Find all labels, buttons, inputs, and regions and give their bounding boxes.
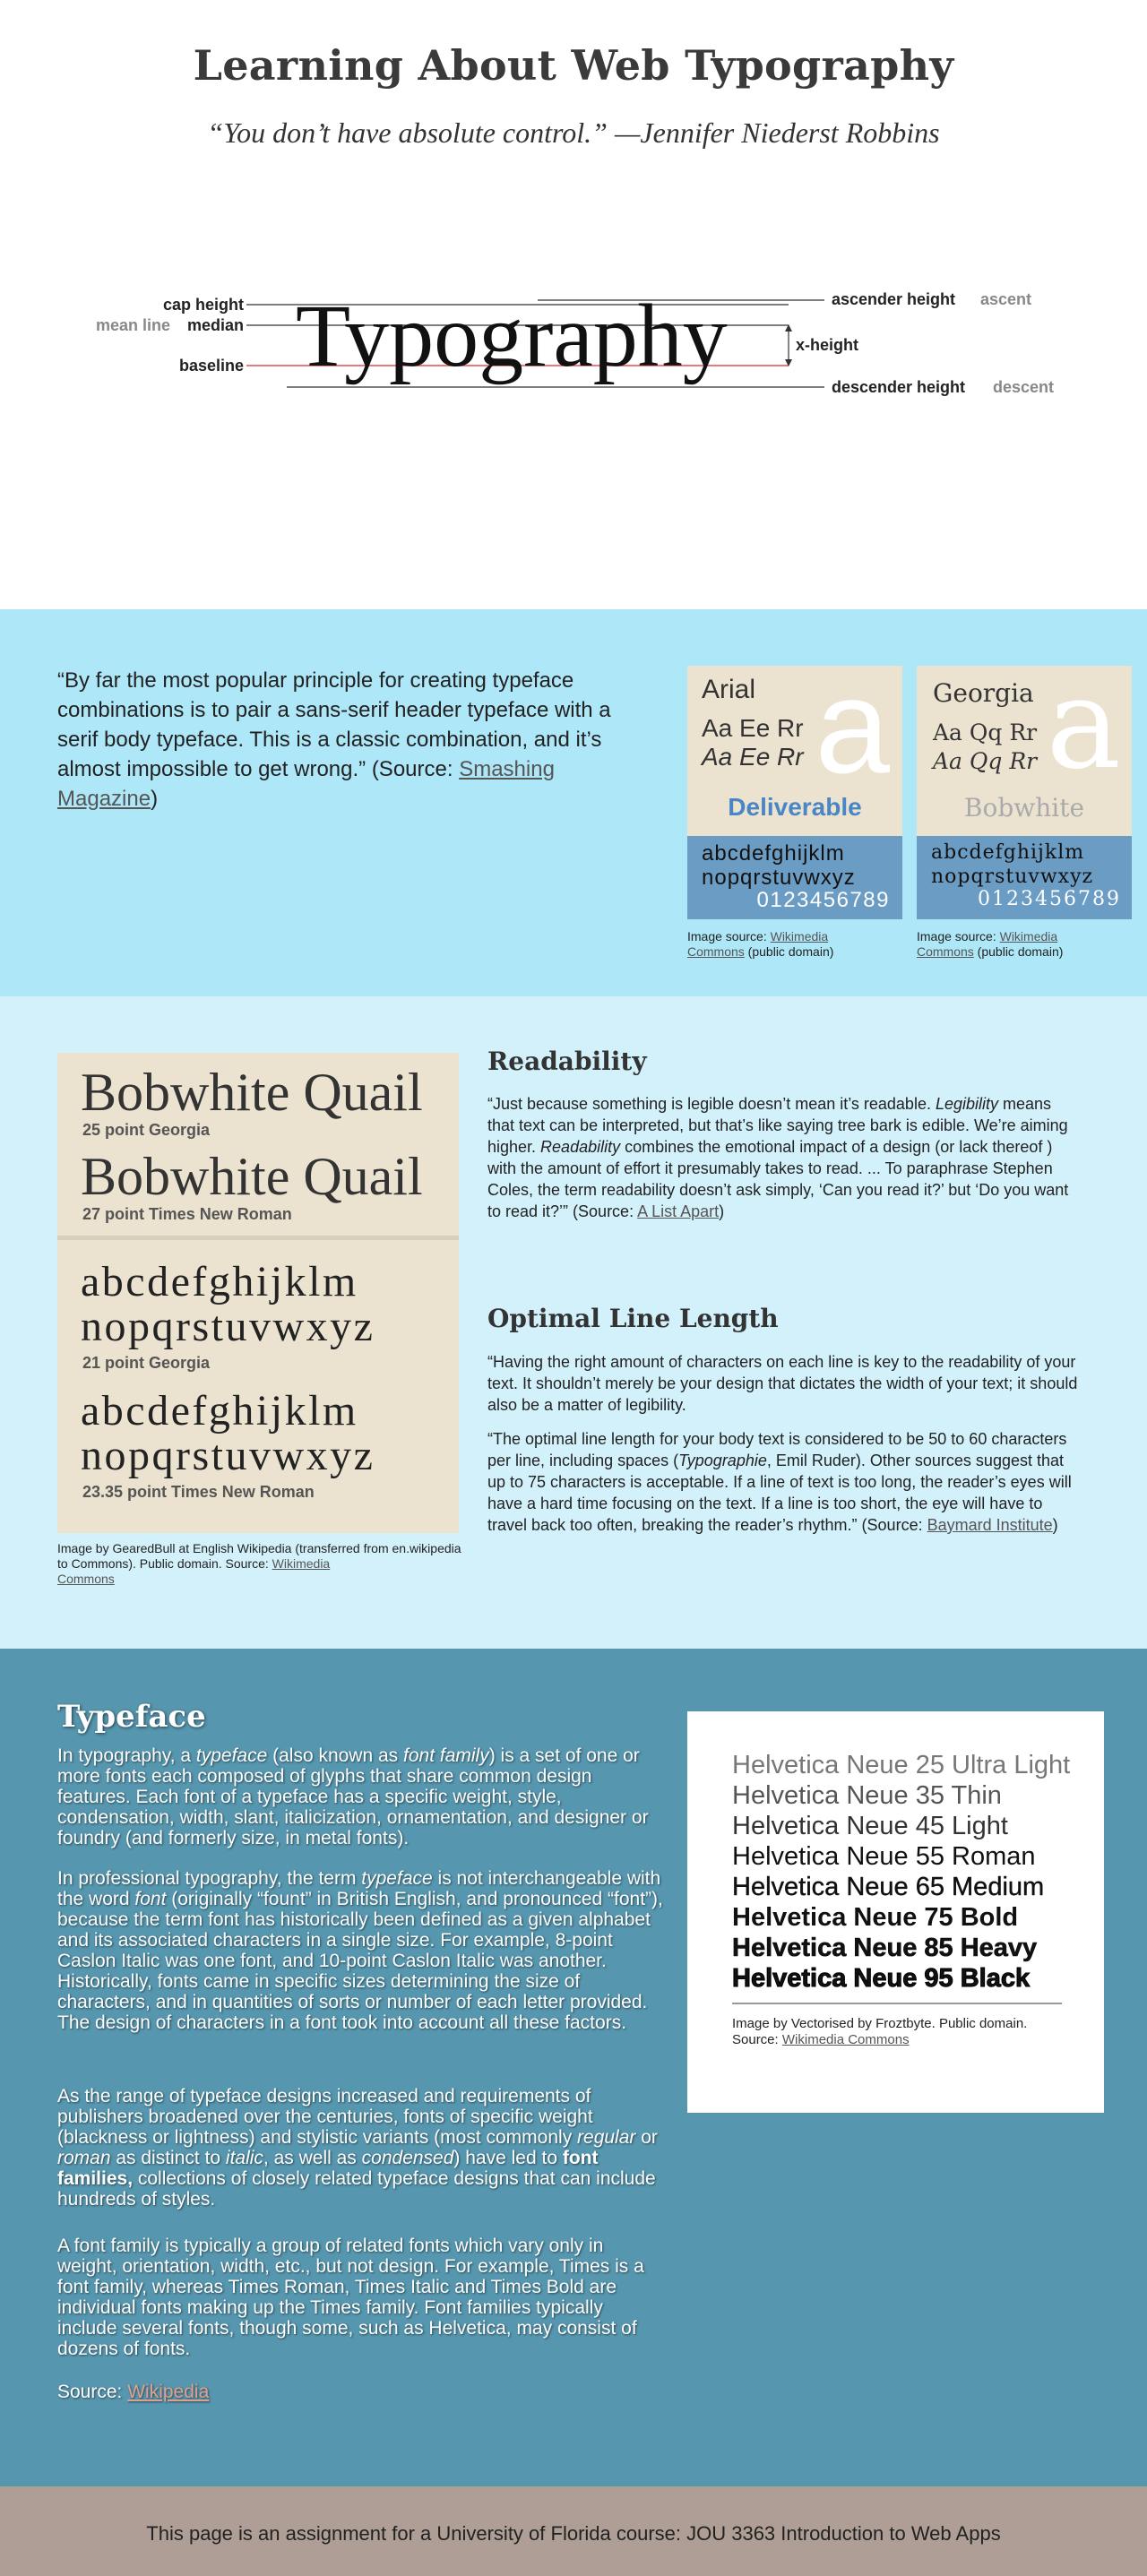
tp1-a: In typography, a	[57, 1745, 196, 1766]
hero-section	[0, 0, 1147, 609]
tp1-typeface: typeface	[195, 1745, 268, 1766]
rp-legibility: Legibility	[935, 1095, 999, 1113]
tp3-italic: italic	[225, 2148, 263, 2168]
helvetica-sample-85: Helvetica Neue 85 Heavy	[732, 1934, 1038, 1962]
georgia-sample-top	[917, 666, 1132, 836]
arial-big-letter: a	[815, 666, 890, 801]
llp-c: , Emil Ruder). Other sources suggest that up to 75 characters is acceptable. If a line of text is too long, the reader’s eyes will have a hard time focusing on the text. If a line is too short, the eye will have to travel back too often, breaking the reader’s rhythm.” (Source:	[487, 1452, 1072, 1534]
bobwhite-quail-image	[57, 1053, 459, 1533]
page-title: Learning About Web Typography	[193, 41, 954, 90]
llp-end: )	[1052, 1516, 1058, 1534]
quail-label-georgia: 25 point Georgia	[82, 1121, 211, 1139]
label-descender-height: descender height	[832, 378, 966, 396]
helvetica-image-credit	[732, 2016, 1073, 2048]
tp3-i: ) have led to	[453, 2148, 563, 2168]
quail-sample-georgia: Bobwhite Quail	[81, 1063, 423, 1122]
wikipedia-link[interactable]: Wikipedia	[127, 2382, 210, 2402]
georgia-alphabet-1: abcdefghijklm	[931, 841, 1085, 864]
tp3-font-families: font families,	[57, 2148, 599, 2189]
georgia-big-letter: a	[1046, 666, 1121, 797]
arial-sample-line-1: Aa Ee Rr	[702, 714, 804, 742]
arial-alphabet-2: nopqrstuvwxyz	[702, 866, 856, 890]
readability-heading: Readability	[487, 1047, 647, 1076]
tp1-e: ) is a set of one or more fonts each composed of glyphs that share common design features. Each font of a typeface has a specific weight, style, condensation, width, slant, italicization, ornamentation, and designer or foundry (and formerly size, in metal fonts).	[57, 1745, 649, 1848]
rp-5: combines the emotional impact of a design (or lack thereof ) with the amount of effort it presumably takes to read. ... To paraphrase Stephen Coles, the term readability doesn’t ask simply, ‘Can you read it?’ but ‘Do you want to read it?’” (Source:	[487, 1138, 1069, 1220]
georgia-name: Georgia	[933, 678, 1034, 708]
rp-end: )	[719, 1202, 725, 1220]
label-baseline: baseline	[178, 357, 244, 375]
alphabet-georgia-2: nopqrstuvwxyz	[81, 1303, 375, 1350]
rp-readability: Readability	[540, 1138, 621, 1156]
rp-3: means that text can be interpreted, but that’s like saying tree bark is edible. We’re aiming higher.	[487, 1095, 1068, 1156]
tp2-typeface: typeface	[361, 1868, 433, 1889]
georgia-alphabet-2: nopqrstuvwxyz	[931, 866, 1094, 888]
tp3-regular: regular	[577, 2127, 636, 2148]
credit-link-part-b: Commons	[917, 944, 974, 959]
wikimedia-commons-link[interactable]: Wikimedia Commons	[781, 2032, 910, 2047]
quote-end: )	[151, 787, 159, 811]
georgia-sample-image	[917, 666, 1132, 919]
quail-label-times: 27 point Times New Roman	[82, 1205, 292, 1223]
helv-credit-text: Image by Vectorised by Froztbyte. Public domain. Source:	[732, 2016, 1028, 2047]
alphabet-times-2: nopqrstuvwxyz	[81, 1432, 375, 1479]
line-length-heading: Optimal Line Length	[487, 1304, 779, 1333]
helvetica-divider	[732, 2003, 1062, 2004]
typeface-section	[0, 1649, 1147, 2486]
rp-1: “Just because something is legible doesn’t mean it’s readable.	[487, 1095, 936, 1113]
typeface-paragraph-4: A font family is typically a group of related fonts which vary only in weight, orientation, width, etc., but not design. For example, Times is a font family, whereas Times Roman, Times Italic and Times Bold are individual fonts making up the Times family. Font families typically include several fonts, though some, such as Helvetica, may consist of dozens of fonts.	[57, 2236, 644, 2359]
quail-image-credit	[57, 1541, 470, 1587]
arial-sample-word: Deliverable	[728, 793, 862, 821]
credit-link-part-a: Wikimedia	[999, 929, 1058, 943]
helvetica-sample-95: Helvetica Neue 95 Black	[732, 1964, 1031, 1993]
georgia-sample-word: Bobwhite	[963, 793, 1085, 823]
georgia-sample-line-1: Aa Qq Rr	[933, 719, 1038, 745]
page-footer	[0, 2486, 1147, 2576]
tp2-e: (originally “fount” in British English, and pronounced “font”), because the term font has historically been defined as a given alphabet and its associated characters in a single size. For example, 8-point Caslon Italic was one font, and 10-point Caslon Italic was another. Historically, fonts came in specific sizes determining the size of characters, and in quantities of sorts or number of each letter provided. The design of characters in a font took into account all these factors.	[57, 1889, 663, 2033]
label-ascent: ascent	[980, 290, 1032, 308]
credit-prefix: Image source:	[917, 929, 1000, 943]
alphabet-times-1: abcdefghijklm	[81, 1387, 358, 1434]
baymard-institute-link[interactable]: Baymard Institute	[927, 1516, 1053, 1534]
credit-link-part-b: Commons	[687, 944, 745, 959]
quail-sample-times: Bobwhite Quail	[81, 1147, 423, 1206]
smashing-magazine-link[interactable]: Smashing Magazine	[57, 757, 555, 811]
tp3-a: As the range of typeface designs increased and requirements of publishers broadened over the centuries, fonts of specific weight (blackness or lightness) and stylistic variants (most commonly	[57, 2086, 593, 2148]
typeface-paragraph-3	[57, 2086, 667, 2210]
llp-a: “The optimal line length for your body text is considered to be 50 to 60 characters per line, including spaces (	[487, 1430, 1067, 1469]
arial-sample-line-2: Aa Ee Rr	[702, 743, 804, 771]
helvetica-sample-25: Helvetica Neue 25 Ultra Light	[732, 1751, 1071, 1779]
credit-suffix: (public domain)	[973, 944, 1064, 959]
georgia-digits: 0123456789	[978, 888, 1121, 910]
line-length-paragraph-1: “Having the right amount of characters on each line is key to the readability of your text. It shouldn’t merely be your design that dictates the width of your text; it should also be a matter of legibility.	[487, 1353, 1078, 1414]
label-median: median	[186, 316, 244, 334]
image-divider	[57, 1236, 459, 1240]
tp1-c: (also known as	[267, 1745, 404, 1766]
helvetica-sample-75: Helvetica Neue 75 Bold	[732, 1903, 1019, 1932]
footer-text: This page is an assignment for a University of Florida course: JOU 3363 Introduction to Web Apps	[146, 2522, 1001, 2545]
georgia-sample-bottom	[917, 836, 1132, 919]
typeface-paragraph-2	[57, 1868, 667, 2033]
combination-quote	[57, 666, 649, 814]
typeface-heading: Typeface	[57, 1699, 206, 1735]
label-descent: descent	[993, 378, 1055, 396]
quail-credit-text: Image by GearedBull at English Wikipedia (transferred from en.wikipedia to Commons). Public domain. Source:	[57, 1541, 461, 1571]
typeface-paragraph-1	[57, 1745, 667, 1848]
source-label: Source:	[57, 2382, 128, 2402]
credit-suffix: (public domain)	[744, 944, 834, 959]
typeface-source	[57, 2382, 667, 2402]
a-list-apart-link[interactable]: A List Apart	[637, 1202, 720, 1220]
quote-text: “By far the most popular principle for creating typeface combinations is to pair a sans-serif header typeface with a serif body typeface. This is a classic combination, and it’s almost impossible to get wrong.” (Source:	[57, 668, 611, 781]
tp2-c: is not interchangeable with the word	[57, 1868, 661, 1909]
alphabet-label-times: 23.35 point Times New Roman	[82, 1483, 315, 1501]
helvetica-sample-65: Helvetica Neue 65 Medium	[732, 1873, 1045, 1901]
diagram-word: Typography	[296, 286, 728, 385]
typeface-combination-section	[0, 609, 1147, 996]
tp3-condensed: condensed	[361, 2148, 454, 2168]
georgia-sample-line-2: Aa Qq Rr	[933, 748, 1038, 774]
credit-link-part-a: Wikimedia	[770, 929, 829, 943]
line-length-paragraph-2	[487, 1428, 1079, 1536]
credit-link-part-a: Wikimedia	[272, 1556, 331, 1571]
typography-anatomy-diagram	[0, 251, 1147, 430]
tp2-a: In professional typography, the term	[57, 1868, 362, 1889]
tp1-font-family: font family	[403, 1745, 489, 1766]
georgia-image-credit	[917, 929, 1123, 960]
label-ascender-height: ascender height	[832, 290, 956, 308]
llp-typographie: Typographie	[678, 1452, 767, 1469]
arial-digits: 0123456789	[756, 888, 890, 912]
alphabet-label-georgia: 21 point Georgia	[82, 1354, 211, 1372]
arial-image-credit	[687, 929, 893, 960]
tp3-c: or	[635, 2127, 658, 2148]
tp3-k: collections of closely related typeface designs that can include hundreds of styles.	[57, 2168, 656, 2210]
helvetica-sample-45: Helvetica Neue 45 Light	[732, 1812, 1008, 1840]
arial-sample-bottom	[687, 836, 902, 919]
tp2-font: font	[134, 1889, 167, 1909]
tp3-roman: roman	[57, 2148, 111, 2168]
readability-paragraph	[487, 1093, 1079, 1222]
label-cap-height: cap height	[162, 296, 244, 314]
arial-sample-image	[687, 666, 902, 919]
credit-prefix: Image source:	[687, 929, 771, 943]
tp3-g: , as well as	[263, 2148, 362, 2168]
arial-name: Arial	[702, 675, 756, 704]
helvetica-sample-55: Helvetica Neue 55 Roman	[732, 1842, 1036, 1871]
label-x-height: x-height	[796, 336, 858, 354]
page-tagline: “You don’t have absolute control.” —Jennifer Niederst Robbins	[207, 116, 940, 149]
alphabet-georgia-1: abcdefghijklm	[81, 1258, 358, 1305]
credit-link-part-b: Commons	[57, 1572, 115, 1586]
helvetica-sample-35: Helvetica Neue 35 Thin	[732, 1781, 1002, 1810]
arial-sample-top	[687, 666, 902, 836]
label-mean-line: mean line	[95, 316, 170, 334]
readability-section	[0, 996, 1147, 1649]
helvetica-weights-image	[687, 1711, 1104, 2113]
arial-alphabet-1: abcdefghijklm	[702, 841, 845, 866]
tp3-e: as distinct to	[110, 2148, 226, 2168]
